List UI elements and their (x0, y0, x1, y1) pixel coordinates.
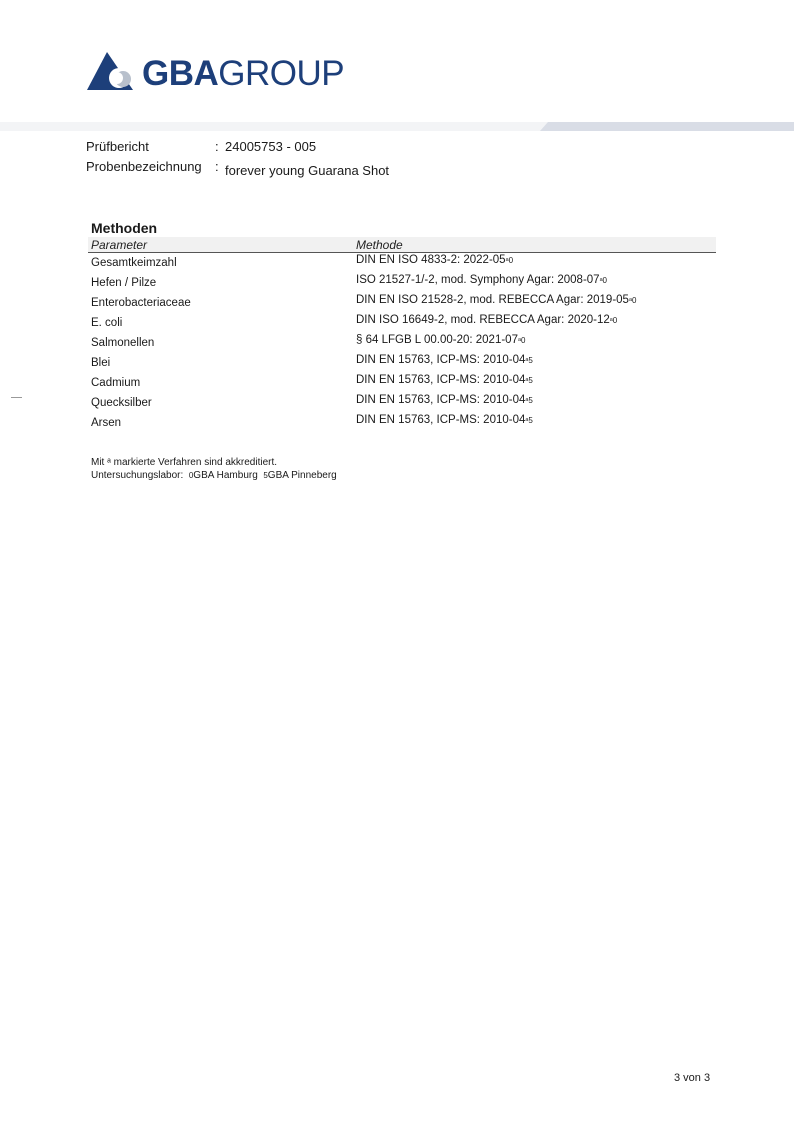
lab-index: 0 (508, 256, 514, 265)
methods-table-header (88, 237, 716, 253)
accreditation-mark: ᵃ (517, 336, 521, 345)
accreditation-mark: ᵃ (505, 256, 509, 265)
column-header-method: Methode (356, 238, 403, 252)
method-text: DIN ISO 16649-2, mod. REBECCA Agar: 2020-12 (356, 314, 610, 326)
accreditation-mark: ᵃ (525, 396, 529, 405)
parameter-cell: Enterobacteriaceae (91, 297, 191, 309)
pruefbericht-value: 24005753 - 005 (225, 139, 317, 154)
parameter-cell: Salmonellen (91, 337, 155, 349)
parameter-cell: Blei (91, 357, 111, 369)
lab0-index: 0 (188, 471, 194, 480)
lab-index: 0 (631, 296, 637, 305)
margin-tick (11, 397, 22, 398)
table-row (88, 374, 716, 394)
parameter-cell: Arsen (91, 417, 122, 429)
method-text: DIN EN ISO 21528-2, mod. REBECCA Agar: 2019-05 (356, 294, 629, 306)
method-cell (356, 314, 617, 326)
accreditation-mark: ᵃ (628, 296, 632, 305)
table-row (88, 314, 716, 334)
parameter-cell: Cadmium (91, 377, 141, 389)
method-cell (356, 394, 533, 406)
parameter-cell: Gesamtkeimzahl (91, 257, 177, 269)
gba-triangle-logo-icon (87, 50, 137, 92)
lab5-index: 5 (263, 471, 268, 480)
method-cell (356, 274, 607, 286)
method-text: DIN EN 15763, ICP-MS: 2010-04 (356, 394, 526, 406)
lab-index: 5 (528, 416, 533, 425)
parameter-cell: E. coli (91, 317, 123, 329)
logo-text-bold: GBA (142, 54, 219, 93)
pruefbericht-label: Prüfbericht (86, 139, 149, 154)
probe-label: Probenbezeichnung (86, 159, 202, 174)
table-row (88, 414, 716, 434)
table-row (88, 274, 716, 294)
lab-index: 5 (528, 396, 533, 405)
probe-colon: : (215, 159, 219, 174)
lab-index: 0 (520, 336, 526, 345)
table-row (88, 334, 716, 354)
footnote-labs (91, 470, 337, 481)
footnote-accredited: Mit ᵃ markierte Verfahren sind akkreditiert. (91, 457, 278, 468)
header-band-accent (540, 122, 794, 131)
lab-index: 5 (528, 376, 533, 385)
method-text: DIN EN 15763, ICP-MS: 2010-04 (356, 414, 526, 426)
parameter-cell: Quecksilber (91, 397, 152, 409)
method-cell (356, 294, 636, 306)
lab-index: 5 (528, 356, 533, 365)
column-header-parameter: Parameter (91, 238, 148, 252)
method-cell (356, 254, 513, 266)
lab-index: 0 (612, 316, 618, 325)
method-text: ISO 21527-1/-2, mod. Symphony Agar: 2008-07 (356, 274, 600, 286)
lab-index: 0 (602, 276, 607, 285)
labs-label: Untersuchungslabor: (91, 470, 184, 481)
parameter-cell: Hefen / Pilze (91, 277, 157, 289)
lab0-name: GBA Hamburg (193, 470, 258, 481)
logo-text-regular: GROUP (218, 54, 345, 93)
methods-title: Methoden (91, 220, 158, 236)
accreditation-mark: ᵃ (525, 376, 529, 385)
logo-wordmark (142, 56, 344, 92)
table-row (88, 254, 716, 274)
company-logo (87, 50, 377, 96)
accreditation-mark: ᵃ (609, 316, 613, 325)
table-row (88, 294, 716, 314)
method-text: § 64 LFGB L 00.00-20: 2021-07 (356, 334, 518, 346)
method-text: DIN EN 15763, ICP-MS: 2010-04 (356, 374, 526, 386)
table-row (88, 394, 716, 414)
method-cell (356, 334, 525, 346)
method-cell (356, 414, 533, 426)
method-cell (356, 374, 533, 386)
pruefbericht-colon: : (215, 139, 219, 154)
table-row (88, 354, 716, 374)
method-text: DIN EN ISO 4833-2: 2022-05 (356, 254, 506, 266)
page-number: 3 von 3 (674, 1072, 711, 1084)
probe-value: forever young Guarana Shot (225, 163, 390, 178)
accreditation-mark: ᵃ (525, 416, 529, 425)
accreditation-mark: ᵃ (599, 276, 603, 285)
lab5-name: GBA Pinneberg (267, 470, 337, 481)
method-cell (356, 354, 533, 366)
method-text: DIN EN 15763, ICP-MS: 2010-04 (356, 354, 526, 366)
accreditation-mark: ᵃ (525, 356, 529, 365)
